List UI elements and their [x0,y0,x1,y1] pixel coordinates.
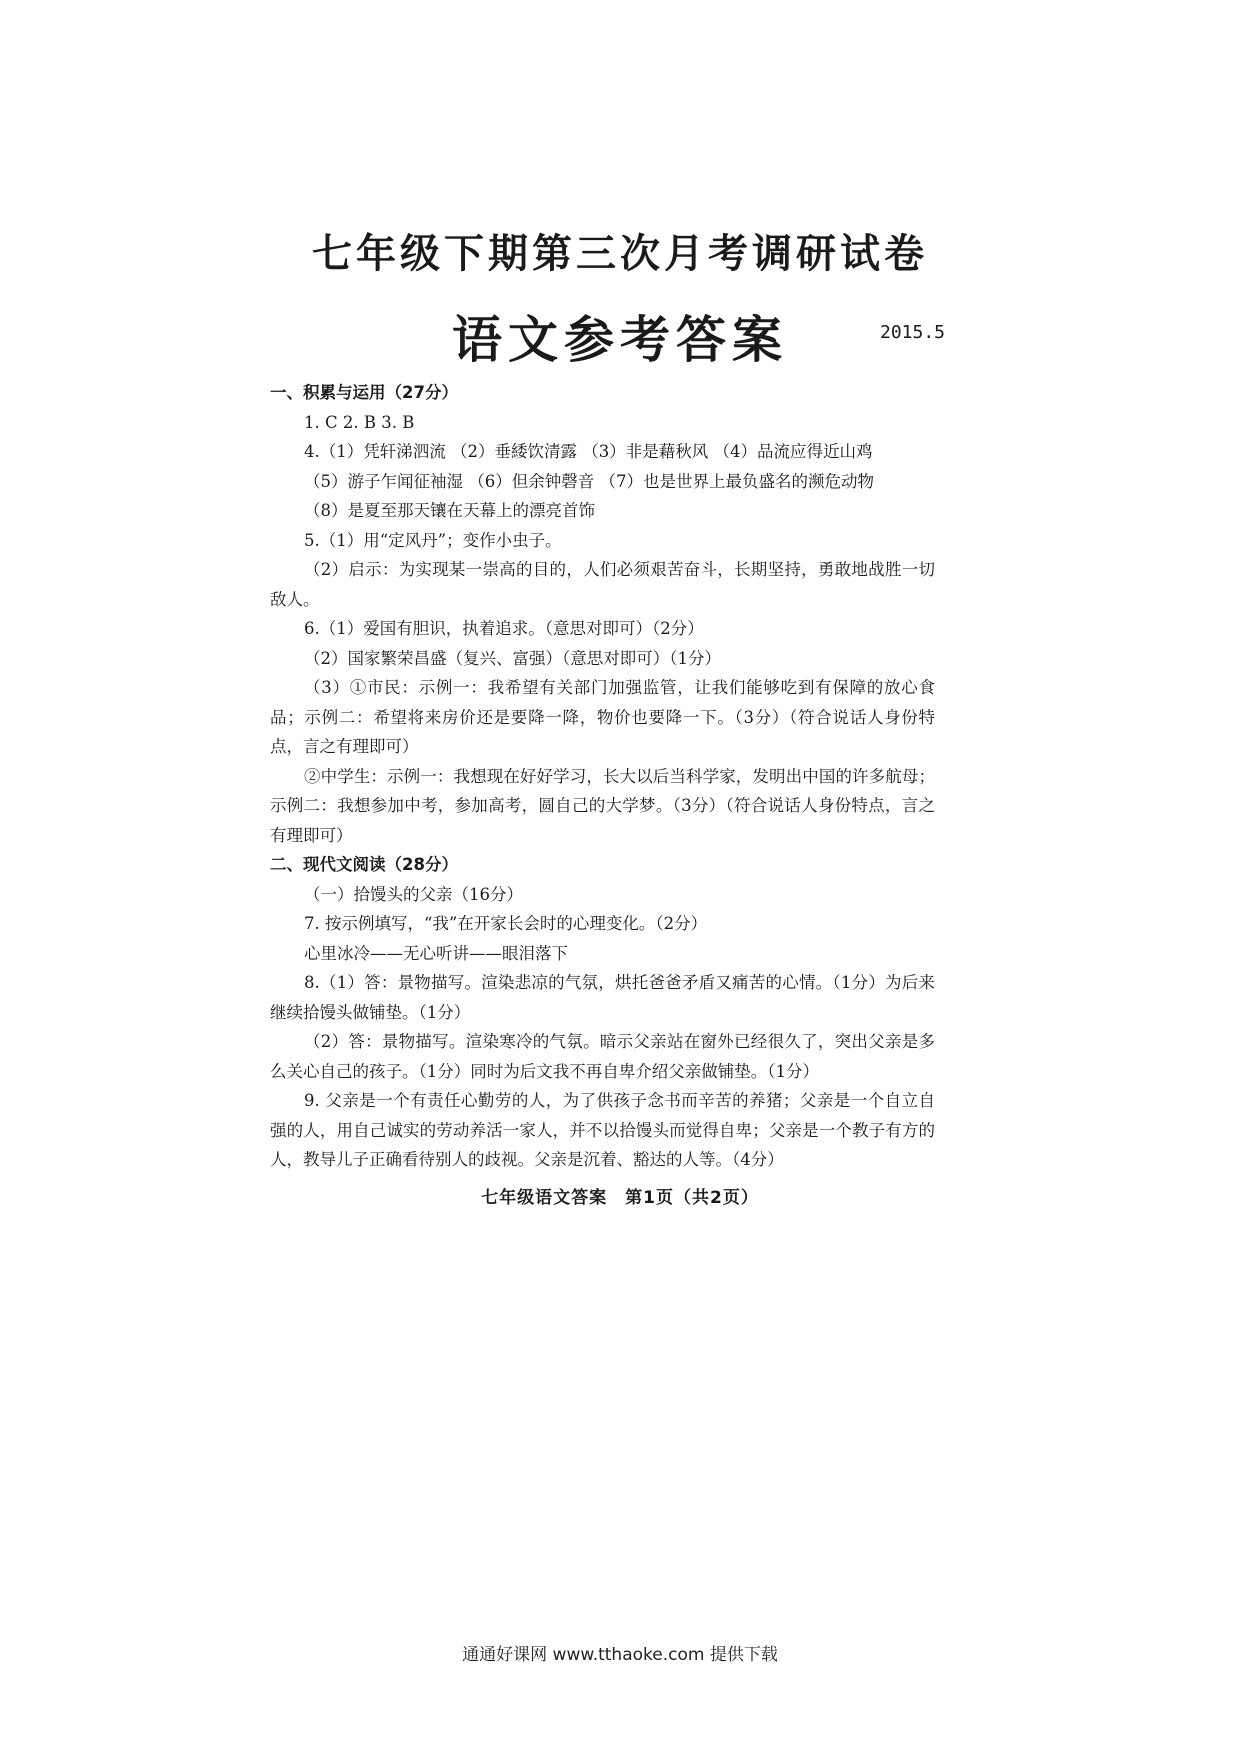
document-subtitle: 语文参考答案 [452,311,788,369]
answer-line: （2）答：景物描写。渲染寒冷的气氛。暗示父亲站在窗外已经很久了，突出父亲是多么关心自己的孩子。（1分）同时为后文我不再自卑介绍父亲做铺垫。（1分） [270,1032,935,1081]
answer-line: ②中学生：示例一：我想现在好好学习，长大以后当科学家，发明出中国的许多航母；示例二：我想参加中考，参加高考，圆自己的大学梦。（3分）（符合说话人身份特点，言之有理即可） [270,766,935,845]
section-heading: 一、积累与运用（27分） [270,383,458,402]
answer-line: （2）启示：为实现某一崇高的目的，人们必须艰苦奋斗，长期坚持，勇敢地战胜一切敌人。 [270,560,935,609]
answer-line: （8）是夏至那天镶在天幕上的漂亮首饰 [304,501,595,520]
answer-line: 9. 父亲是一个有责任心勤劳的人，为了供孩子念书而辛苦的养猪；父亲是一个自立自强的人，用自己诚实的劳动养活一家人，并不以拾馒头而觉得自卑；父亲是一个教子有方的人，教导儿子正确看待别人的歧视。父亲是沉着、豁达的人等。（4分） [270,1091,935,1169]
answer-line: 8.（1）答：景物描写。渲染悲凉的气氛，烘托爸爸矛盾又痛苦的心情。（1分）为后来继续拾馒头做铺垫。（1分） [270,973,935,1022]
answer-line: 6.（1）爱国有胆识，执着追求。（意思对即可）（2分） [304,619,704,638]
document-date: 2015.5 [880,322,946,343]
answer-line: 1. C 2. B 3. B [304,412,415,432]
answer-content [270,378,935,1175]
document-title: 七年级下期第三次月考调研试卷 [312,231,928,277]
answer-line: 5.（1）用“定风丹”；变作小虫子。 [304,530,562,550]
answer-line: （2）国家繁荣昌盛（复兴、富强）（意思对即可）（1分） [304,648,721,668]
answer-line: （3）①市民：示例一：我希望有关部门加强监管，让我们能够吃到有保障的放心食品；示例二：希望将来房价还是要降一降，物价也要降一下。（3分）（符合说话人身份特点，言之有理即可） [270,678,935,756]
page-footer: 七年级语文答案 第1页（共2页） [481,1188,759,1208]
answer-line: 4.（1）凭轩涕泗流 （2）垂緌饮清露 （3）非是藉秋风 （4）品流应得近山鸡 [304,442,873,461]
answer-line: 7. 按示例填写，“我”在开家长会时的心理变化。（2分） [304,914,708,933]
answer-line: （一）拾馒头的父亲（16分） [304,884,523,904]
download-watermark: 通通好课网 www.tthaoke.com 提供下载 [462,1645,778,1665]
section-heading: 二、现代文阅读（28分） [270,855,458,874]
answer-line: （5）游子乍闻征袖湿 （6）但余钟磬音 （7）也是世界上最负盛名的濒危动物 [304,471,874,491]
answer-line: 心里冰冷——无心听讲——眼泪落下 [304,943,568,963]
